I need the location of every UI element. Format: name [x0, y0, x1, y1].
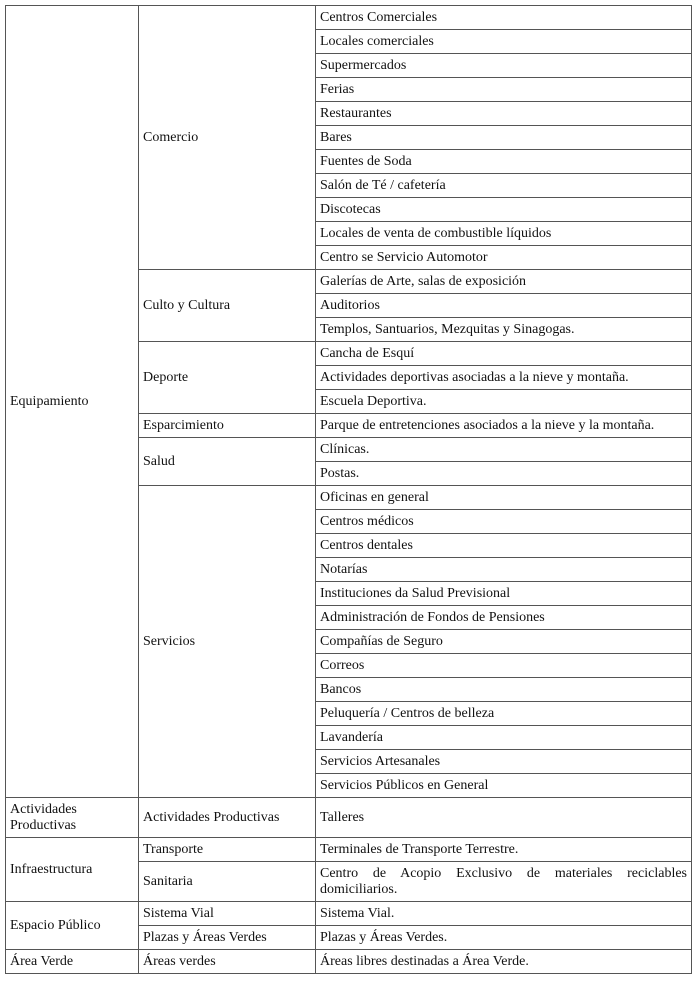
activity-cell: Centros Comerciales	[316, 6, 692, 30]
activity-cell: Clínicas.	[316, 438, 692, 462]
activity-cell: Supermercados	[316, 54, 692, 78]
activity-cell: Locales de venta de combustible líquidos	[316, 222, 692, 246]
subgroup-cell: Sistema Vial	[139, 902, 316, 926]
activity-cell: Administración de Fondos de Pensiones	[316, 606, 692, 630]
table-row	[6, 6, 692, 30]
activity-cell: Centro se Servicio Automotor	[316, 246, 692, 270]
activity-cell: Correos	[316, 654, 692, 678]
activity-cell: Discotecas	[316, 198, 692, 222]
subgroup-cell: Actividades Productivas	[139, 798, 316, 838]
category-cell: Área Verde	[6, 950, 139, 974]
subgroup-cell: Áreas verdes	[139, 950, 316, 974]
activity-cell: Notarías	[316, 558, 692, 582]
activity-cell: Centros médicos	[316, 510, 692, 534]
table-row	[6, 798, 692, 838]
subgroup-cell: Servicios	[139, 486, 316, 798]
activity-cell: Restaurantes	[316, 102, 692, 126]
subgroup-cell: Salud	[139, 438, 316, 486]
activity-cell: Locales comerciales	[316, 30, 692, 54]
activity-cell: Ferias	[316, 78, 692, 102]
subgroup-cell: Deporte	[139, 342, 316, 414]
activity-cell: Talleres	[316, 798, 692, 838]
subgroup-cell: Sanitaria	[139, 862, 316, 902]
activity-cell: Servicios Públicos en General	[316, 774, 692, 798]
subgroup-cell: Plazas y Áreas Verdes	[139, 926, 316, 950]
activity-cell: Terminales de Transporte Terrestre.	[316, 838, 692, 862]
activity-cell: Galerías de Arte, salas de exposición	[316, 270, 692, 294]
activity-cell: Auditorios	[316, 294, 692, 318]
activity-cell: Oficinas en general	[316, 486, 692, 510]
activity-cell: Escuela Deportiva.	[316, 390, 692, 414]
activity-cell: Sistema Vial.	[316, 902, 692, 926]
subgroup-cell: Transporte	[139, 838, 316, 862]
activity-cell: Lavandería	[316, 726, 692, 750]
activity-cell: Plazas y Áreas Verdes.	[316, 926, 692, 950]
table-row	[6, 950, 692, 974]
activity-cell: Cancha de Esquí	[316, 342, 692, 366]
subgroup-cell: Culto y Cultura	[139, 270, 316, 342]
activity-cell: Salón de Té / cafetería	[316, 174, 692, 198]
category-cell: Equipamiento	[6, 6, 139, 798]
category-cell: Infraestructura	[6, 838, 139, 902]
activity-cell: Servicios Artesanales	[316, 750, 692, 774]
activity-cell: Bares	[316, 126, 692, 150]
activity-cell: Peluquería / Centros de belleza	[316, 702, 692, 726]
activity-cell: Bancos	[316, 678, 692, 702]
land-use-table	[5, 5, 692, 974]
activity-cell: Templos, Santuarios, Mezquitas y Sinagogas.	[316, 318, 692, 342]
table-row	[6, 838, 692, 862]
activity-cell: Compañías de Seguro	[316, 630, 692, 654]
activity-cell: Parque de entretenciones asociados a la nieve y la montaña.	[316, 414, 692, 438]
activity-cell: Fuentes de Soda	[316, 150, 692, 174]
category-cell: Espacio Público	[6, 902, 139, 950]
category-cell: Actividades Productivas	[6, 798, 139, 838]
activity-cell: Centros dentales	[316, 534, 692, 558]
activity-cell: Actividades deportivas asociadas a la nieve y montaña.	[316, 366, 692, 390]
activity-cell: Áreas libres destinadas a Área Verde.	[316, 950, 692, 974]
activity-cell: Instituciones da Salud Previsional	[316, 582, 692, 606]
activity-cell: Centro de Acopio Exclusivo de materiales reciclables domiciliarios.	[316, 862, 692, 902]
table-row	[6, 902, 692, 926]
subgroup-cell: Esparcimiento	[139, 414, 316, 438]
subgroup-cell: Comercio	[139, 6, 316, 270]
activity-cell: Postas.	[316, 462, 692, 486]
